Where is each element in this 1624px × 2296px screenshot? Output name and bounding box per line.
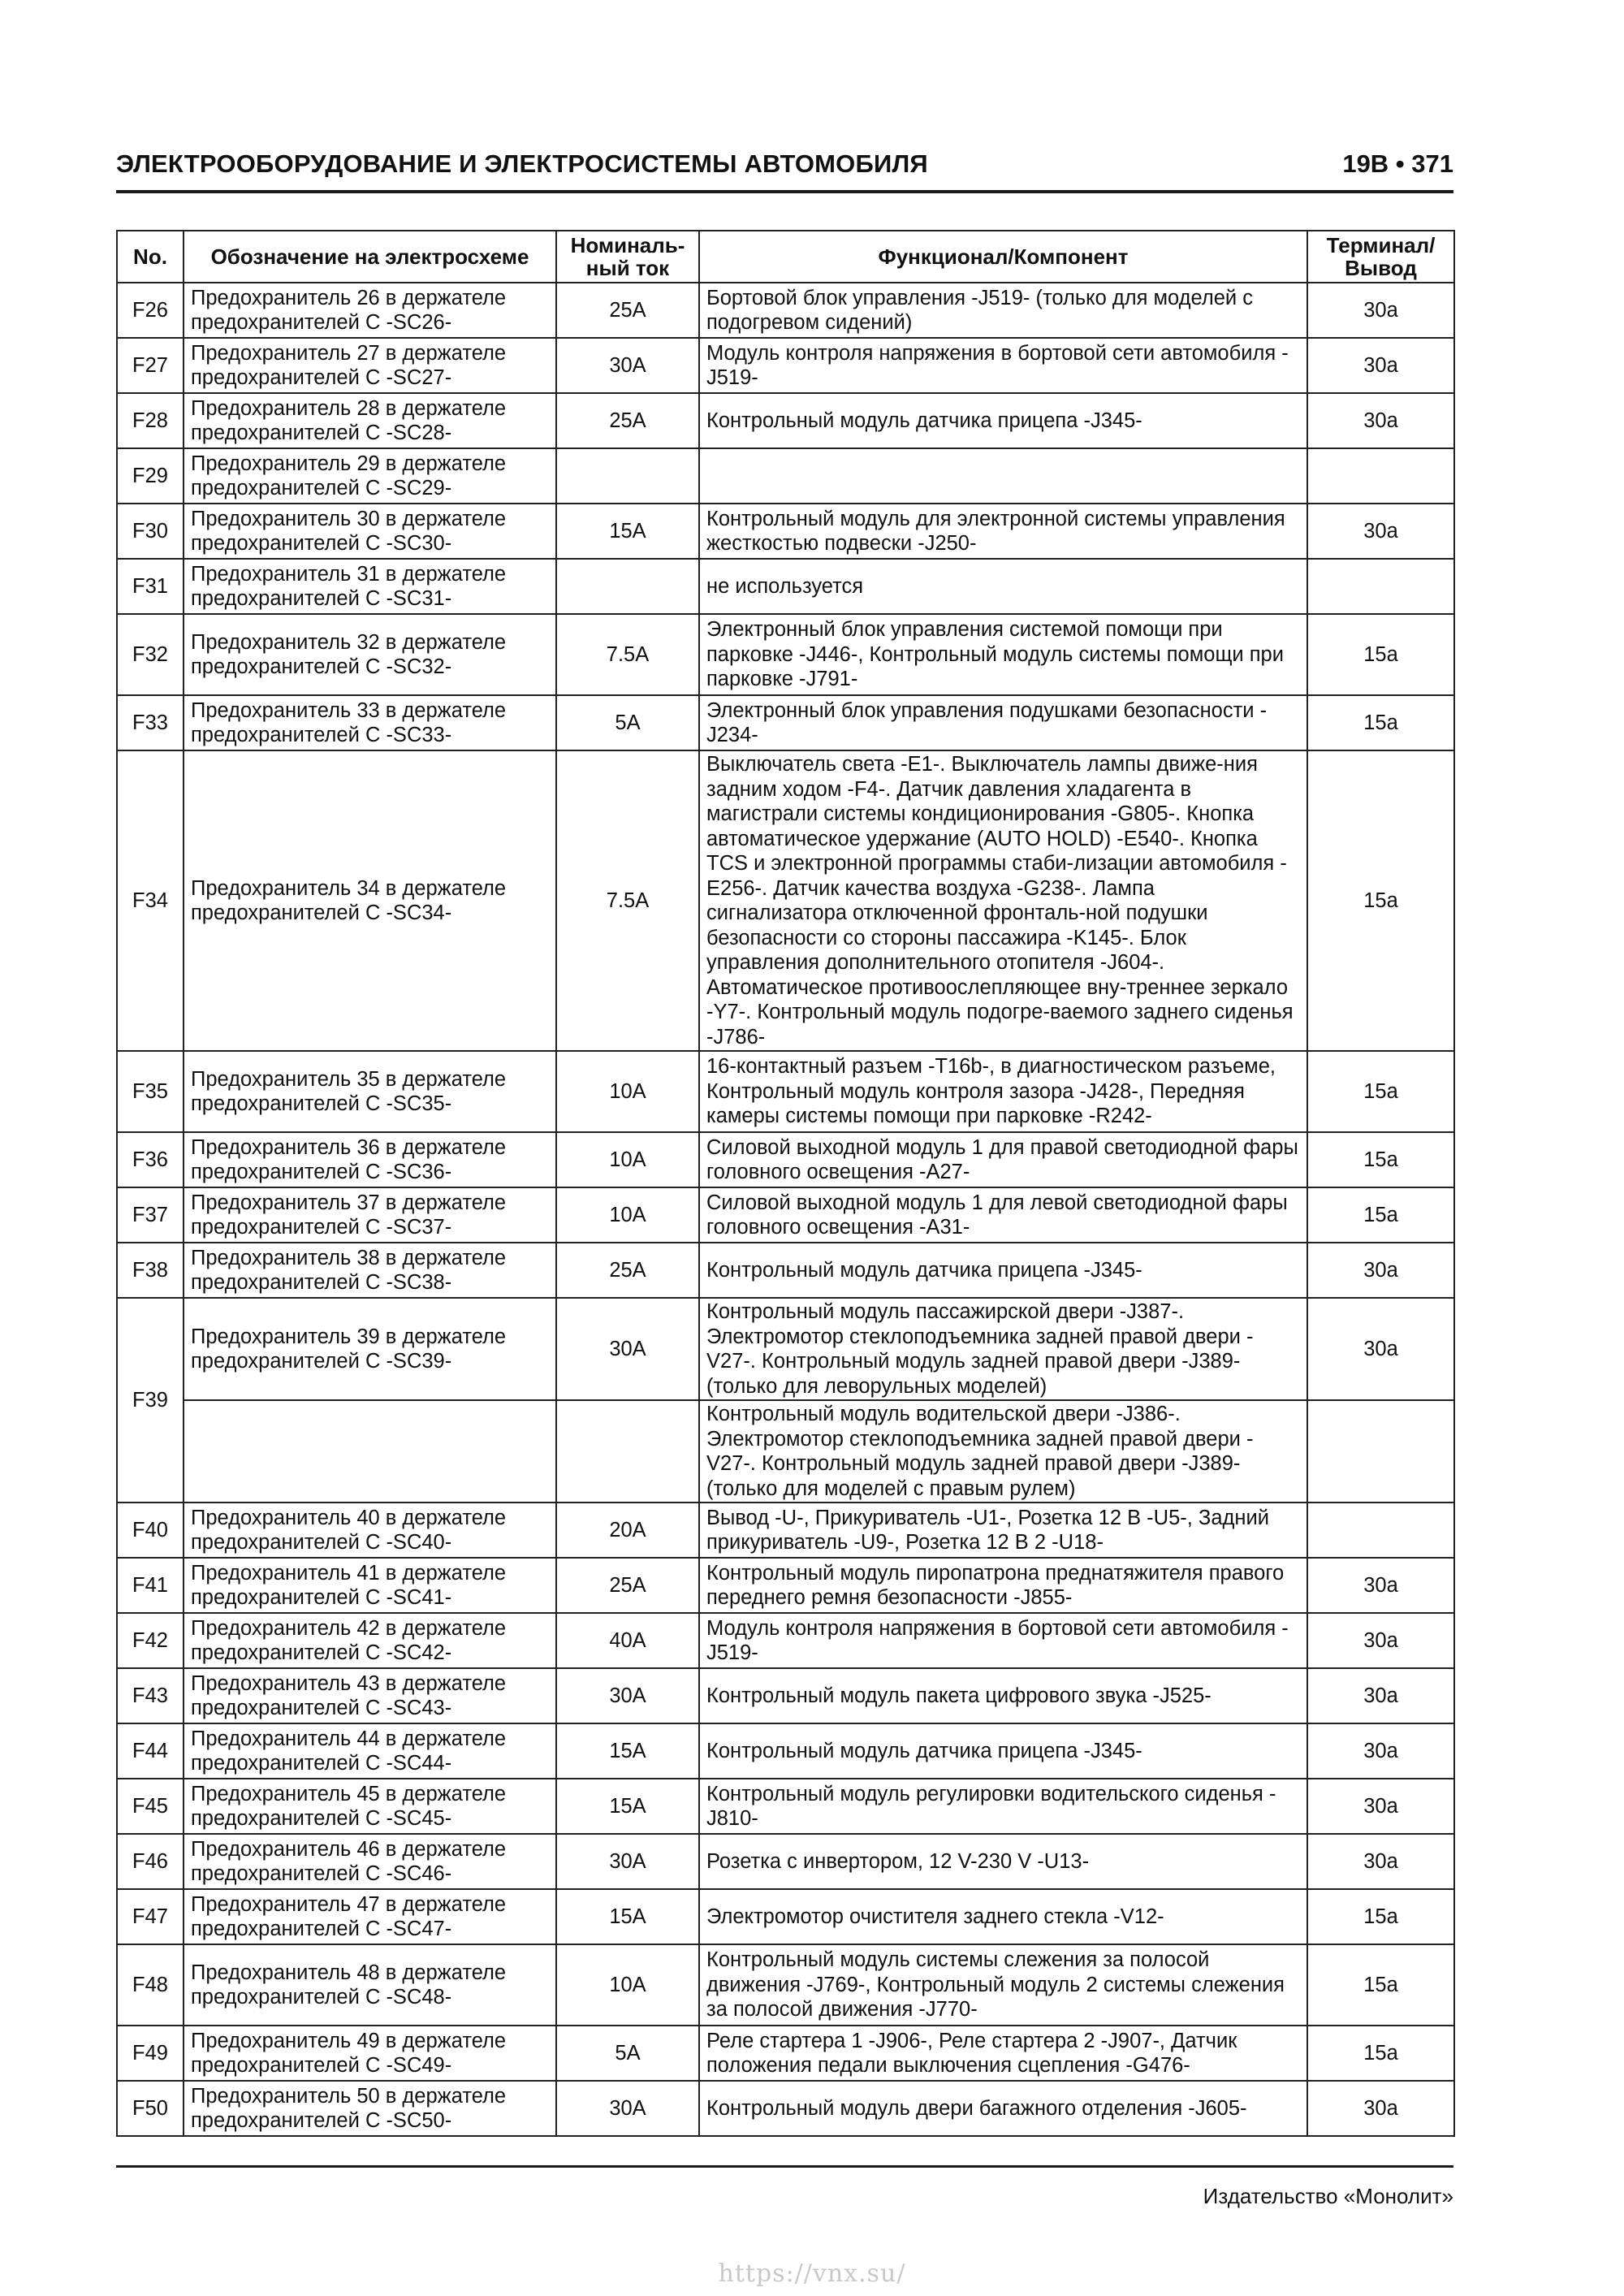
cell-function: Бортовой блок управления -J519- (только для моделей с подогревом сидений) — [699, 283, 1307, 338]
cell-function: Реле стартера 1 -J906-, Реле стартера 2 -J907-, Датчик положения педали выключения сцепления -G476- — [699, 2026, 1307, 2081]
cell-function: Выключатель света -E1-. Выключатель лампы движе-ния задним ходом -F4-. Датчик давления хладагента в магистрали системы кондиционирования -G805-. Кнопка автоматическое удержание (AUTO HOLD) -E540-. Кнопка TCS и электронной программы стаби-лизации автомобиля -E256-. Датчик качества воздуха -G238-. Лампа сигнализатора отключенной фронталь-ной подушки безопасности со стороны пассажира -K145-. Блок управления дополнительного отопителя -J604-. Автоматическое противоослепляющее вну-треннее зеркало -Y7-. Контрольный модуль подогре-ваемого заднего сиденья -J786- — [699, 750, 1307, 1051]
cell-current: 15А — [556, 1779, 699, 1834]
cell-terminal: 30а — [1307, 2081, 1454, 2136]
col-header-current: Номиналь-ный ток — [556, 231, 699, 283]
table-row — [117, 1400, 1454, 1503]
cell-designation: Предохранитель 37 в держателе предохранителей С -SC37- — [184, 1187, 556, 1243]
cell-current: 25А — [556, 393, 699, 448]
cell-designation: Предохранитель 48 в держателе предохранителей С -SC48- — [184, 1944, 556, 2026]
cell-designation: Предохранитель 47 в держателе предохранителей С -SC47- — [184, 1889, 556, 1944]
cell-terminal — [1307, 1503, 1454, 1558]
cell-designation: Предохранитель 40 в держателе предохранителей С -SC40- — [184, 1503, 556, 1558]
cell-no: F45 — [117, 1779, 184, 1834]
cell-no: F48 — [117, 1944, 184, 2026]
cell-function: Контрольный модуль датчика прицепа -J345- — [699, 1243, 1307, 1298]
table-row — [117, 1051, 1454, 1132]
cell-function: Силовой выходной модуль 1 для правой светодиодной фары головного освещения -A27- — [699, 1132, 1307, 1187]
cell-no: F35 — [117, 1051, 184, 1132]
section-title: ЭЛЕКТРООБОРУДОВАНИЕ И ЭЛЕКТРОСИСТЕМЫ АВТОМОБИЛЯ — [116, 149, 928, 178]
cell-no: F29 — [117, 448, 184, 504]
table-row — [117, 1503, 1454, 1558]
watermark-link[interactable]: https://vnx.su/ — [718, 2259, 906, 2288]
cell-no: F27 — [117, 338, 184, 393]
cell-designation — [184, 1400, 556, 1503]
cell-designation: Предохранитель 28 в держателе предохранителей С -SC28- — [184, 393, 556, 448]
cell-no: F31 — [117, 559, 184, 614]
cell-designation: Предохранитель 38 в держателе предохранителей С -SC38- — [184, 1243, 556, 1298]
cell-terminal: 15а — [1307, 1944, 1454, 2026]
table-row — [117, 2081, 1454, 2136]
table-row — [117, 448, 1454, 504]
cell-function: Силовой выходной модуль 1 для левой светодиодной фары головного освещения -A31- — [699, 1187, 1307, 1243]
cell-no: F33 — [117, 695, 184, 750]
cell-current: 5А — [556, 2026, 699, 2081]
cell-no: F43 — [117, 1668, 184, 1723]
cell-current: 7.5А — [556, 750, 699, 1051]
cell-designation: Предохранитель 35 в держателе предохранителей С -SC35- — [184, 1051, 556, 1132]
cell-current: 20А — [556, 1503, 699, 1558]
table-row — [117, 1834, 1454, 1889]
table-row — [117, 393, 1454, 448]
cell-current: 30А — [556, 2081, 699, 2136]
cell-function: Контрольный модуль датчика прицепа -J345- — [699, 393, 1307, 448]
col-header-terminal: Терминал/ Вывод — [1307, 231, 1454, 283]
table-header-row — [117, 231, 1454, 283]
cell-function: Контрольный модуль датчика прицепа -J345- — [699, 1723, 1307, 1779]
cell-terminal: 30а — [1307, 1779, 1454, 1834]
cell-no: F41 — [117, 1558, 184, 1613]
cell-no: F39 — [117, 1298, 184, 1503]
cell-terminal — [1307, 559, 1454, 614]
cell-terminal: 30а — [1307, 1834, 1454, 1889]
cell-designation: Предохранитель 44 в держателе предохранителей С -SC44- — [184, 1723, 556, 1779]
cell-terminal: 30а — [1307, 1723, 1454, 1779]
cell-current: 15А — [556, 504, 699, 559]
cell-current: 10А — [556, 1051, 699, 1132]
cell-function: Розетка с инвертором, 12 V-230 V -U13- — [699, 1834, 1307, 1889]
cell-no: F44 — [117, 1723, 184, 1779]
cell-current: 30А — [556, 338, 699, 393]
cell-current: 10А — [556, 1944, 699, 2026]
table-row — [117, 338, 1454, 393]
cell-designation: Предохранитель 42 в держателе предохранителей С -SC42- — [184, 1613, 556, 1668]
cell-function: Электромотор очистителя заднего стекла -V12- — [699, 1889, 1307, 1944]
cell-designation: Предохранитель 39 в держателе предохранителей С -SC39- — [184, 1298, 556, 1400]
cell-function: Контрольный модуль системы слежения за полосой движения -J769-, Контрольный модуль 2 системы слежения за полосой движения -J770- — [699, 1944, 1307, 2026]
cell-terminal: 30а — [1307, 338, 1454, 393]
publisher-name: Издательство «Монолит» — [1203, 2184, 1453, 2208]
table-row — [117, 1944, 1454, 2026]
table-row — [117, 750, 1454, 1051]
cell-current: 30А — [556, 1834, 699, 1889]
cell-no: F30 — [117, 504, 184, 559]
cell-terminal: 30а — [1307, 1558, 1454, 1613]
table-row — [117, 1779, 1454, 1834]
cell-terminal: 30а — [1307, 283, 1454, 338]
cell-designation: Предохранитель 26 в держателе предохранителей С -SC26- — [184, 283, 556, 338]
cell-designation: Предохранитель 29 в держателе предохранителей С -SC29- — [184, 448, 556, 504]
cell-current: 5А — [556, 695, 699, 750]
cell-current: 15А — [556, 1889, 699, 1944]
cell-function: 16-контактный разъем -T16b-, в диагностическом разъеме, Контрольный модуль контроля зазора -J428-, Передняя камеры системы помощи при парковке -R242- — [699, 1051, 1307, 1132]
cell-terminal: 30а — [1307, 1613, 1454, 1668]
cell-current — [556, 448, 699, 504]
cell-no: F28 — [117, 393, 184, 448]
cell-current: 40А — [556, 1613, 699, 1668]
cell-function: Контрольный модуль для электронной системы управления жесткостью подвески -J250- — [699, 504, 1307, 559]
cell-designation: Предохранитель 49 в держателе предохранителей С -SC49- — [184, 2026, 556, 2081]
table-row — [117, 614, 1454, 695]
table-row — [117, 695, 1454, 750]
cell-designation: Предохранитель 50 в держателе предохранителей С -SC50- — [184, 2081, 556, 2136]
page-header — [116, 145, 1453, 193]
cell-function: Модуль контроля напряжения в бортовой сети автомобиля -J519- — [699, 1613, 1307, 1668]
cell-current: 25А — [556, 1243, 699, 1298]
table-row — [117, 1298, 1454, 1400]
cell-no: F32 — [117, 614, 184, 695]
cell-current — [556, 559, 699, 614]
page-footer — [116, 2165, 1453, 2208]
cell-designation: Предохранитель 27 в держателе предохранителей С -SC27- — [184, 338, 556, 393]
cell-terminal: 15а — [1307, 1132, 1454, 1187]
cell-function: Контрольный модуль водительской двери -J386-. Электромотор стеклоподъемника задней правой двери -V27-. Контрольный модуль задней правой двери -J389- (только для моделей с правым рулем) — [699, 1400, 1307, 1503]
cell-current: 30А — [556, 1298, 699, 1400]
table-row — [117, 2026, 1454, 2081]
cell-terminal: 15а — [1307, 1187, 1454, 1243]
cell-terminal — [1307, 448, 1454, 504]
cell-current: 10А — [556, 1132, 699, 1187]
table-row — [117, 1132, 1454, 1187]
cell-function: Электронный блок управления подушками безопасности -J234- — [699, 695, 1307, 750]
cell-designation: Предохранитель 41 в держателе предохранителей С -SC41- — [184, 1558, 556, 1613]
cell-function: Контрольный модуль пассажирской двери -J387-. Электромотор стеклоподъемника задней правой двери -V27-. Контрольный модуль задней правой двери -J389- (только для леворульных моделей) — [699, 1298, 1307, 1400]
cell-terminal: 15а — [1307, 2026, 1454, 2081]
cell-designation: Предохранитель 45 в держателе предохранителей С -SC45- — [184, 1779, 556, 1834]
cell-terminal: 15а — [1307, 614, 1454, 695]
fuse-table — [116, 230, 1455, 2137]
cell-no: F49 — [117, 2026, 184, 2081]
table-row — [117, 504, 1454, 559]
cell-no: F36 — [117, 1132, 184, 1187]
cell-designation: Предохранитель 46 в держателе предохранителей С -SC46- — [184, 1834, 556, 1889]
cell-no: F47 — [117, 1889, 184, 1944]
table-row — [117, 1187, 1454, 1243]
table-row — [117, 283, 1454, 338]
cell-designation: Предохранитель 43 в держателе предохранителей С -SC43- — [184, 1668, 556, 1723]
cell-terminal: 30а — [1307, 1668, 1454, 1723]
cell-terminal — [1307, 1400, 1454, 1503]
cell-current: 30А — [556, 1668, 699, 1723]
table-row — [117, 1243, 1454, 1298]
cell-no: F40 — [117, 1503, 184, 1558]
cell-terminal: 15а — [1307, 1889, 1454, 1944]
cell-no: F42 — [117, 1613, 184, 1668]
cell-current: 15А — [556, 1723, 699, 1779]
cell-designation: Предохранитель 32 в держателе предохранителей С -SC32- — [184, 614, 556, 695]
table-row — [117, 1668, 1454, 1723]
cell-no: F46 — [117, 1834, 184, 1889]
cell-terminal: 15а — [1307, 1051, 1454, 1132]
cell-current: 25А — [556, 1558, 699, 1613]
cell-current: 25А — [556, 283, 699, 338]
cell-no: F26 — [117, 283, 184, 338]
cell-current: 7.5А — [556, 614, 699, 695]
cell-function: Модуль контроля напряжения в бортовой сети автомобиля -J519- — [699, 338, 1307, 393]
cell-no: F50 — [117, 2081, 184, 2136]
table-row — [117, 1558, 1454, 1613]
cell-current — [556, 1400, 699, 1503]
cell-designation: Предохранитель 31 в держателе предохранителей С -SC31- — [184, 559, 556, 614]
col-header-function: Функционал/Компонент — [699, 231, 1307, 283]
table-row — [117, 1889, 1454, 1944]
cell-designation: Предохранитель 30 в держателе предохранителей С -SC30- — [184, 504, 556, 559]
cell-no: F34 — [117, 750, 184, 1051]
col-header-designation: Обозначение на электросхеме — [184, 231, 556, 283]
cell-function: Контрольный модуль двери багажного отделения -J605- — [699, 2081, 1307, 2136]
col-header-no: No. — [117, 231, 184, 283]
cell-function: Вывод -U-, Прикуриватель -U1-, Розетка 12 В -U5-, Задний прикуриватель -U9-, Розетка 12 В 2 -U18- — [699, 1503, 1307, 1558]
cell-function — [699, 448, 1307, 504]
cell-designation: Предохранитель 36 в держателе предохранителей С -SC36- — [184, 1132, 556, 1187]
cell-no: F37 — [117, 1187, 184, 1243]
cell-terminal: 30а — [1307, 393, 1454, 448]
table-row — [117, 1723, 1454, 1779]
cell-designation: Предохранитель 34 в держателе предохранителей С -SC34- — [184, 750, 556, 1051]
cell-function: не используется — [699, 559, 1307, 614]
cell-terminal: 15а — [1307, 750, 1454, 1051]
cell-function: Контрольный модуль пиропатрона преднатяжителя правого переднего ремня безопасности -J855- — [699, 1558, 1307, 1613]
cell-no: F38 — [117, 1243, 184, 1298]
cell-terminal: 30а — [1307, 504, 1454, 559]
cell-current: 10А — [556, 1187, 699, 1243]
page-number: 19В • 371 — [1342, 149, 1453, 178]
cell-terminal: 15а — [1307, 695, 1454, 750]
table-row — [117, 559, 1454, 614]
cell-terminal: 30а — [1307, 1243, 1454, 1298]
cell-terminal: 30а — [1307, 1298, 1454, 1400]
cell-function: Электронный блок управления системой помощи при парковке -J446-, Контрольный модуль системы помощи при парковке -J791- — [699, 614, 1307, 695]
table-row — [117, 1613, 1454, 1668]
cell-function: Контрольный модуль пакета цифрового звука -J525- — [699, 1668, 1307, 1723]
cell-designation: Предохранитель 33 в держателе предохранителей С -SC33- — [184, 695, 556, 750]
cell-function: Контрольный модуль регулировки водительского сиденья -J810- — [699, 1779, 1307, 1834]
